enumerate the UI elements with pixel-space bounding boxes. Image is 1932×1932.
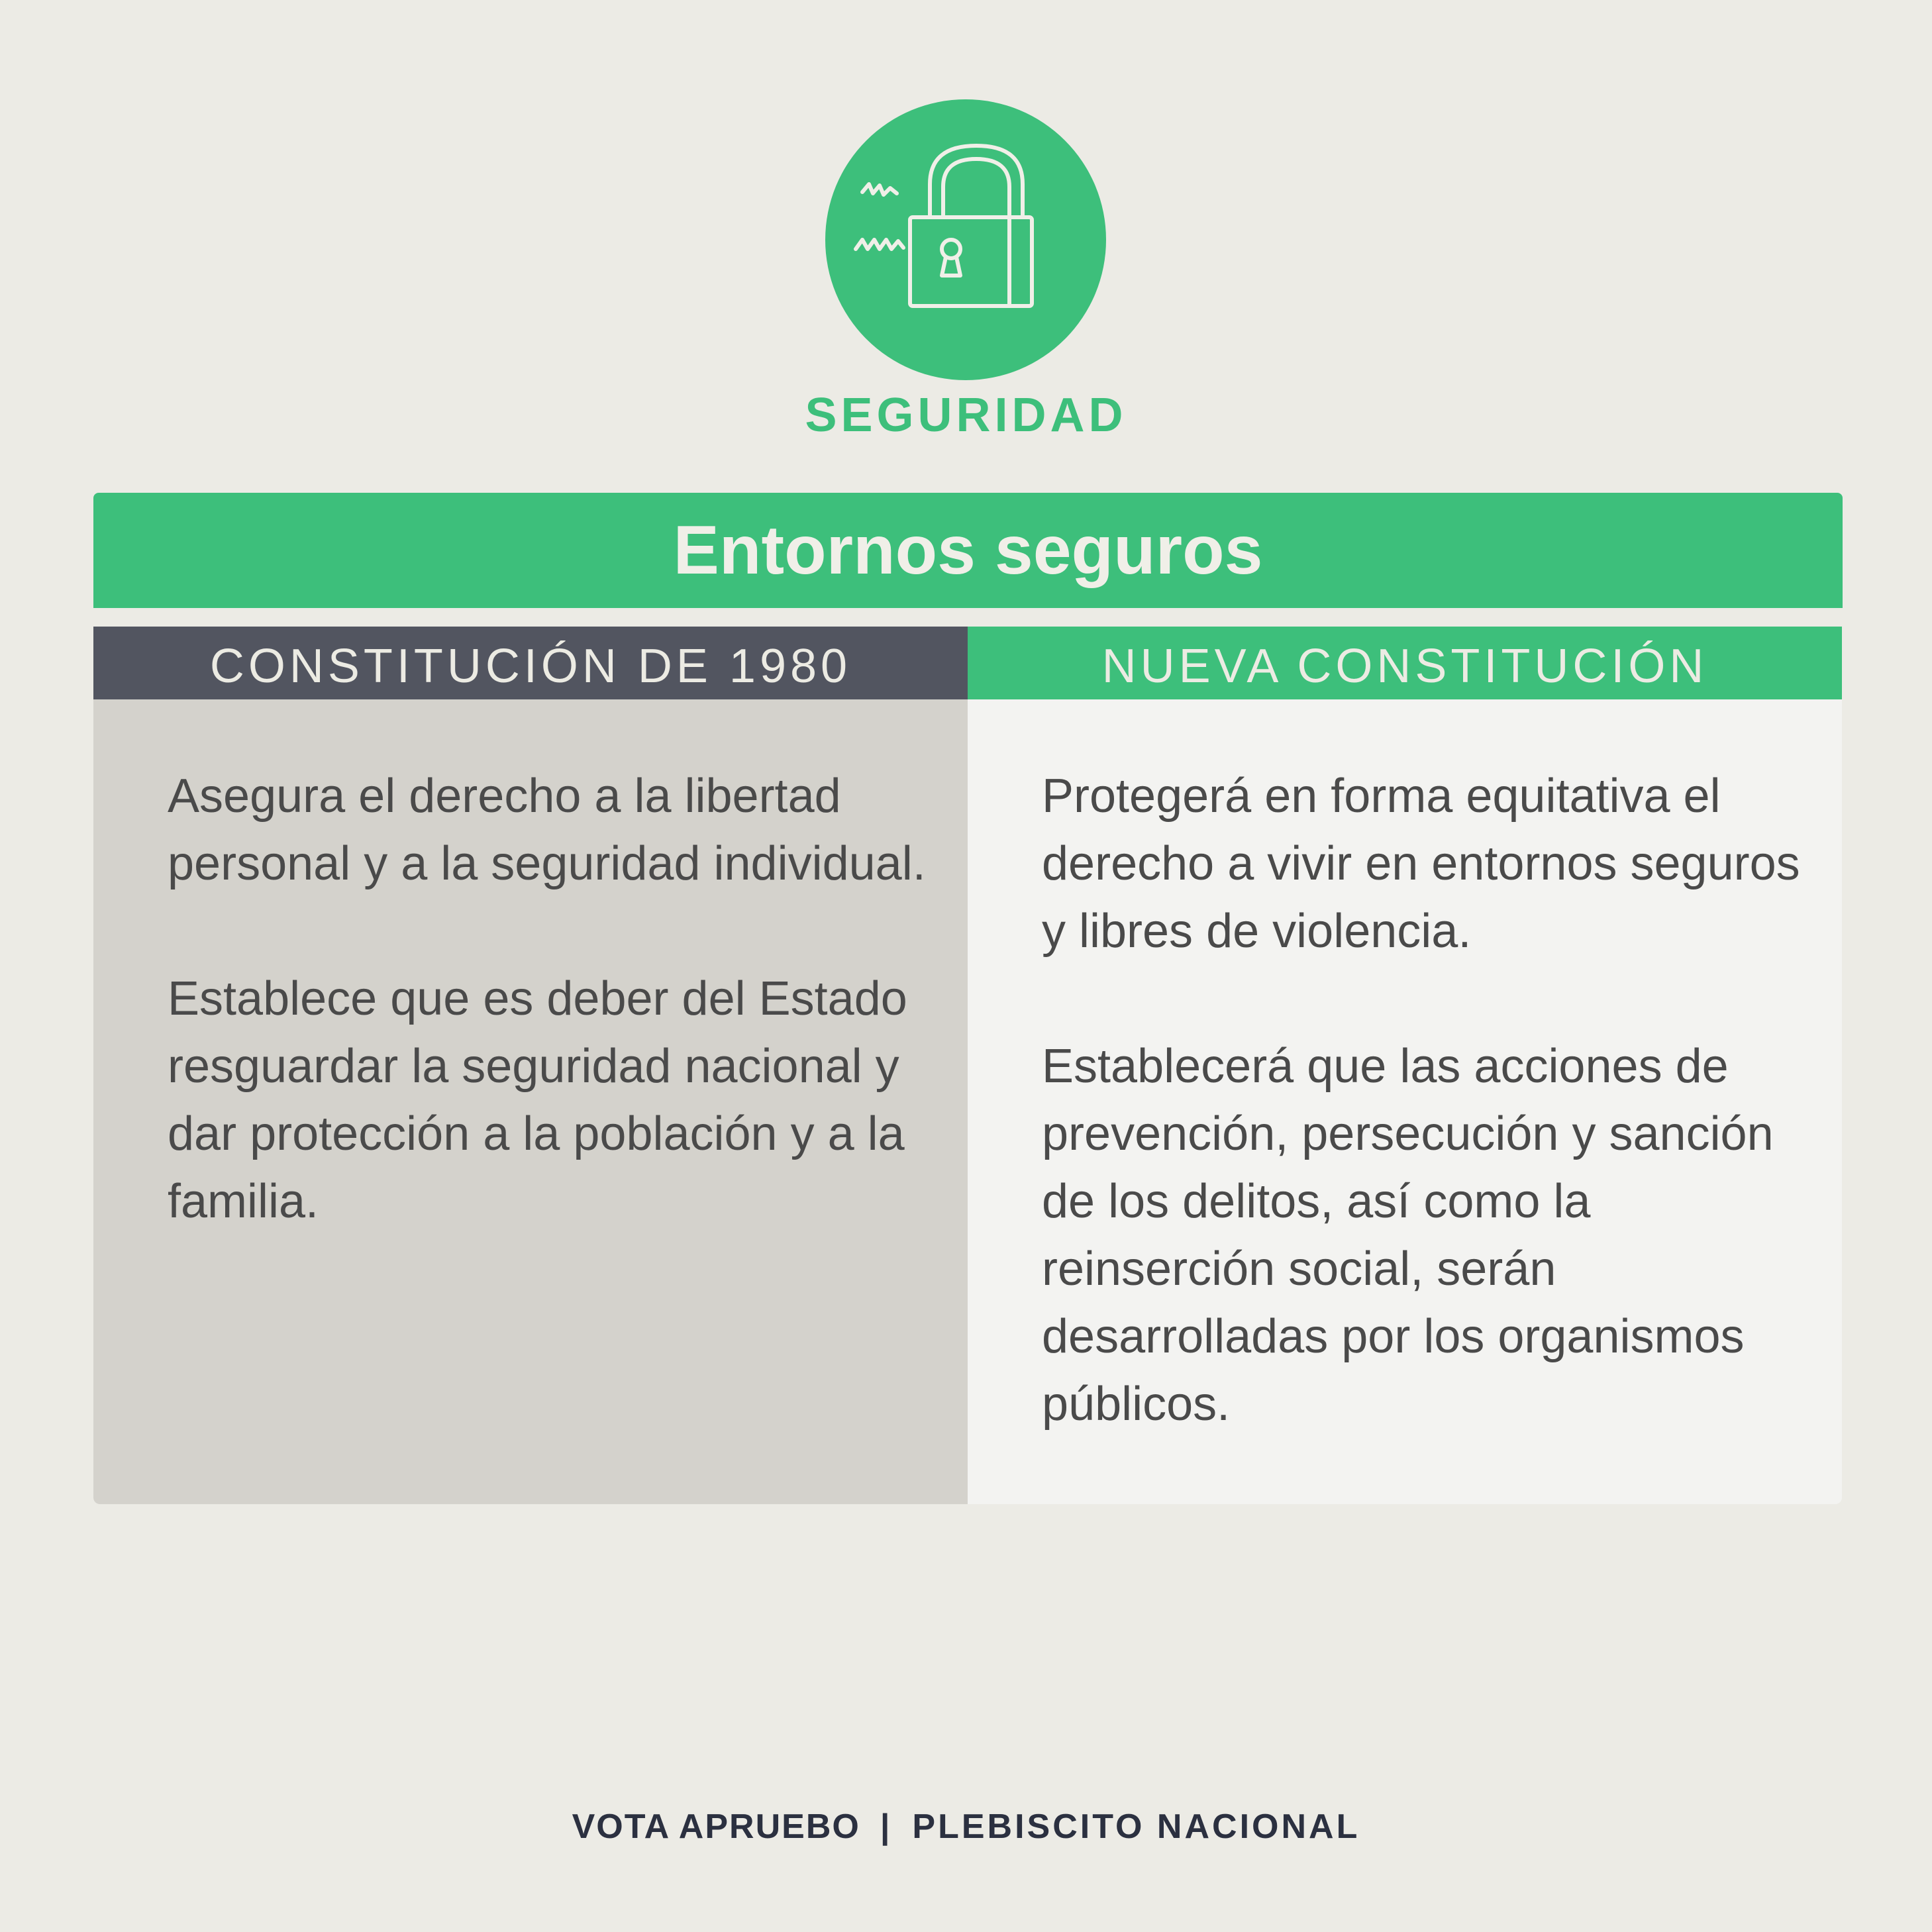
paragraph: Establecerá que las acciones de prevención, persecución y sanción de los delitos, así como la reinserción social, serán desarrolladas por los organismos públicos. bbox=[1042, 1040, 1774, 1431]
page-title: Entornos seguros bbox=[673, 512, 1263, 589]
column-body-new bbox=[968, 699, 1842, 1504]
paragraph: Establece que es deber del Estado resguardar la seguridad nacional y dar protección a la población y a la familia. bbox=[168, 972, 907, 1228]
category-title: SEGURIDAD bbox=[805, 389, 1127, 442]
category-icon-badge bbox=[825, 99, 1106, 380]
brand-logo: VOTA APRUEBO bbox=[572, 1807, 860, 1846]
event-name: PLEBISCITO NACIONAL bbox=[912, 1807, 1360, 1846]
column-header-1980: CONSTITUCIÓN DE 1980 bbox=[93, 627, 968, 699]
paragraph: Asegura el derecho a la libertad personal y a la seguridad individual. bbox=[168, 770, 926, 890]
padlock-icon bbox=[825, 99, 1106, 380]
paragraph: Protegerá en forma equitativa el derecho a vivir en entornos seguros y libres de violencia. bbox=[1042, 770, 1800, 958]
title-banner bbox=[93, 493, 1843, 608]
column-body-1980 bbox=[93, 699, 968, 1504]
column-header-new: NUEVA CONSTITUCIÓN bbox=[968, 627, 1842, 699]
footer bbox=[0, 1800, 1932, 1853]
footer-separator: | bbox=[880, 1807, 893, 1846]
